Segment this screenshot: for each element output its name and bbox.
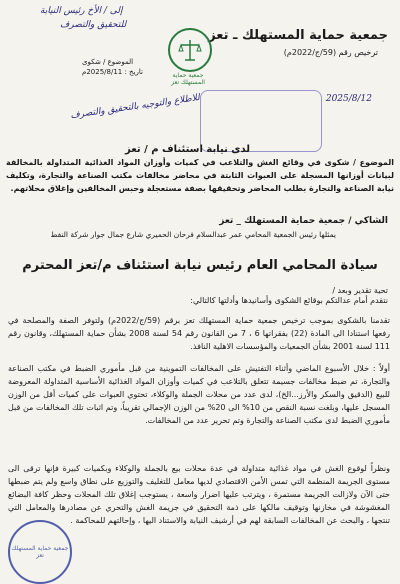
license-number: ترخيص رقم (59/ج/2022م) <box>283 48 378 57</box>
approval-stamp <box>200 90 322 152</box>
org-stamp <box>8 520 72 584</box>
paragraph-3: ونظراً لوقوع الغش في مواد غذائية متداولة في عدة محلات بيع بالجملة والوكلاء وبكميات كبيرة فإنها ترقى الى مستوى الجريمة المنظمة التي تمس الأمن الاقتصادي لديها معامل للتغليف والتوزيع على نطاق واسع ولم يتم ضبطها حتى الآن ولازالت الجريمة مستمرة ، ويترتب عليها اضرار واسعة ، يستوجب إغلاق تلك المحلات وحظر كافة البضائع المغشوشة في مخازنها وتوقيف مالكها على ذمة التحقيق في جريمة الغش والتحري عن مصادرها والمعامل التي تنتجها ، والبحث عن المخالفات السابقة لهم في أرشيف النيابة والاستناد اليها ، وإحالتهم للمحاكمة . <box>8 464 390 525</box>
plaintiff-line: الشاكي / جمعية حماية المستهلك _ تعز <box>219 216 388 226</box>
handwritten-note-top: إلى / الأخ رئيس النيابة <box>40 6 123 16</box>
paragraph-1: تقدمنا بالشكوى بموجب ترخيص جمعية حماية المستهلك تعز برقم (59/ج/2022م) ولتوفر الصفة والمصلحة في رفعها استنادا الى المادة (22) بفقراتها 6 ، 7 من القانون رقم 54 لسنة 2008 بشأن حماية المستهلك، وقانون رقم 111 لسنة 2001 بشأن الجمعيات والمؤسسات الاهلية النافذ. <box>8 316 391 351</box>
org-name: جمعية حماية المستهلك ـ تعز <box>208 28 388 43</box>
greeting: تحية تقدير وبعد / <box>332 286 388 295</box>
plaintiff-representative: يمثلها رئيس الجمعية المحامي عمر عبدالسلام فرحان الحميري شارع جمال جوار شركة النفط <box>50 230 336 239</box>
subject-body: الموضوع / شكوى في وقائع الغش والتلاعب في كميات وأوزان المواد الغذائية المتداولة بالمخالفة لبيانات أوزانها المسجلة على العبوات الثابتة في محاضر مخالفات مكتب الصناعة والتجارة، وتكليف نيابة الصناعة والتجارة بطلب المحاضر وتحقيقها بصفة مستعجلة وحبس المخالفين وإغلاق محلاتهم. <box>6 158 394 193</box>
subject-heading: لدى نيابة استئناف م / تعز <box>125 144 250 155</box>
scales-icon <box>176 36 204 64</box>
document-date: تاريخ : 2025/8/11م <box>82 68 143 76</box>
handwritten-note-top-right: للتحقيق والتصرف <box>60 20 127 30</box>
subject-label: الموضوع / شكوى <box>82 58 134 66</box>
handwritten-date: 2025/8/12 <box>325 94 372 104</box>
paragraph-2: أولاً : خلال الأسبوع الماضي وأثناء التفتيش على المخالفات التموينية من قبل مأموري الضبط في مكتب الصناعة والتجارة، تم ضبط مخالفات جسيمة تتعلق بالتلاعب في كميات وأوزان المواد الغذائية الأساسية المتداولة المعروضة للبيع (الدقيق والسكر والأرز...الخ)، لدى عدد من محلات الجملة والوكلاء، تحتوي العبوات على كميات أقل من الوزن المسجل عليها، وبلغت نسبة النقص من 10% الى 20% من الوزن الإجمالي تقريباً، وتم اثبات تلك المخالفات من قبل مأموري الضبط لدى مكتب الصناعة والتجارة وتم تحرير عدد من المخالفات. <box>8 364 391 425</box>
stamp-text: جمعية حماية المستهلك تعز <box>11 545 69 559</box>
logo-caption: جمعية حماية المستهلك تعز <box>171 72 205 86</box>
addressee: سيادة المحامي العام رئيس نيابة استئناف م/تعز المحترم <box>22 258 378 273</box>
handwritten-note-middle: للاطلاع والتوجيه بالتحقيق والتصرف <box>69 92 201 122</box>
intro-line: نتقدم أمام عدالتكم بوقائع الشكوى وأسانيدها وأدلتها كالتالي: <box>190 296 388 305</box>
org-logo <box>168 28 212 72</box>
